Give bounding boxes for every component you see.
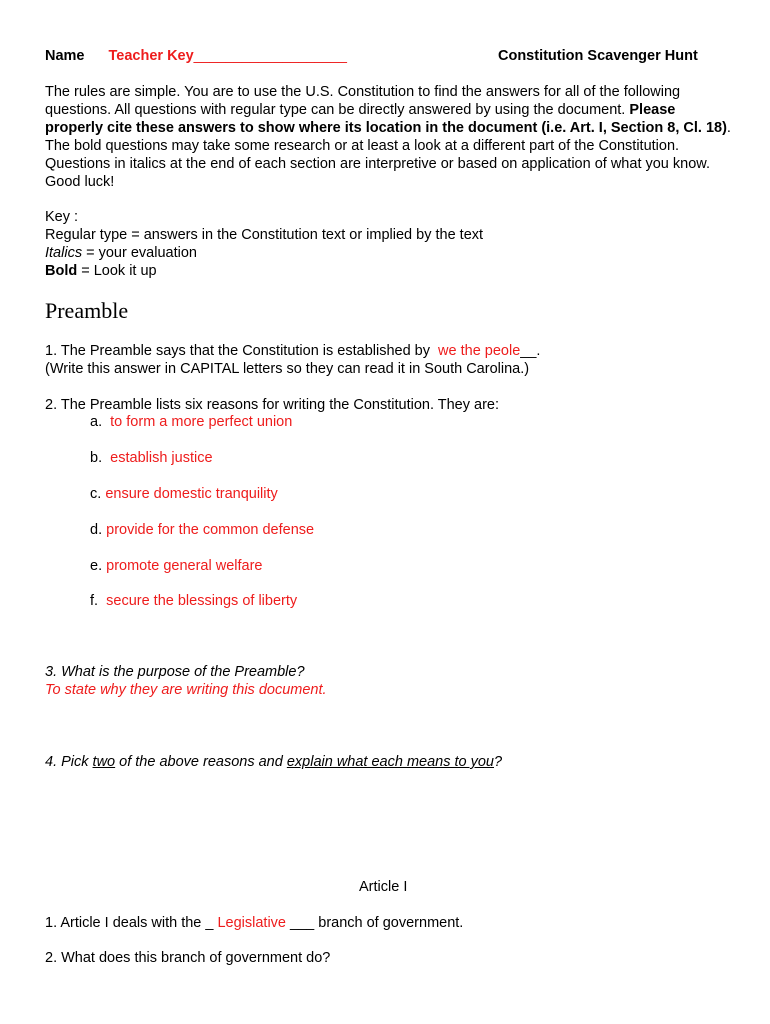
- name-value: Teacher Key: [108, 48, 194, 64]
- reason-letter: c.: [90, 486, 102, 502]
- article-1-q1-answer: Legislative: [217, 915, 286, 931]
- reason-item: [90, 592, 297, 610]
- preamble-question-4: [45, 753, 502, 771]
- intro-paragraph: [45, 83, 735, 191]
- article-1-question-1: [45, 914, 463, 932]
- preamble-q1-end: __.: [520, 343, 541, 359]
- preamble-question-1: [45, 342, 540, 360]
- key-bold-word: Bold: [45, 263, 78, 279]
- preamble-q1-text: 1. The Preamble says that the Constitution is established by: [45, 343, 435, 359]
- preamble-q4-part2: of the above reasons and: [115, 754, 287, 770]
- key-italics: [45, 244, 197, 262]
- article-1-q1-text: 1. Article I deals with the _: [45, 915, 218, 931]
- key-italics-desc: = your evaluation: [82, 245, 197, 261]
- preamble-q1-note: (Write this answer in CAPITAL letters so they can read it in South Carolina.): [45, 361, 530, 377]
- reason-item: [90, 521, 314, 539]
- reason-answer: establish justice: [110, 450, 213, 466]
- intro-bold-instruction: Please properly cite these answers to show where its location in the document (i.e. Art. I, Section 8, Cl. 18): [45, 102, 727, 136]
- name-label: Name: [45, 48, 85, 64]
- article-1-heading: Article I: [359, 879, 408, 895]
- key-title: Key :: [45, 209, 79, 225]
- preamble-q4-part1: 4. Pick: [45, 754, 93, 770]
- reason-item: [90, 449, 213, 467]
- preamble-q3-answer: To state why they are writing this document.: [45, 682, 327, 698]
- reason-letter: f.: [90, 593, 99, 609]
- article-1-q1-end: ___ branch of government.: [286, 915, 464, 931]
- name-blank: ___________________: [193, 48, 347, 64]
- key-bold-desc: = Look it up: [77, 263, 157, 279]
- reason-answer: promote general welfare: [106, 558, 263, 574]
- reason-item: [90, 557, 263, 575]
- intro-text-1: The rules are simple. You are to use the U.S. Constitution to find the answers for all of the following questions. All questions with regular type can be directly answered by using the document.: [45, 84, 681, 118]
- name-line: [45, 47, 347, 65]
- document-title: Constitution Scavenger Hunt: [498, 48, 698, 64]
- reason-letter: b.: [90, 450, 103, 466]
- preamble-heading: Preamble: [45, 298, 129, 323]
- preamble-q4-end: ?: [494, 754, 503, 770]
- reason-answer: secure the blessings of liberty: [106, 593, 298, 609]
- reason-answer: provide for the common defense: [106, 522, 315, 538]
- preamble-question-2: 2. The Preamble lists six reasons for writing the Constitution. They are:: [45, 397, 500, 413]
- reason-item: [90, 413, 292, 431]
- reason-item: [90, 485, 278, 503]
- reason-letter: d.: [90, 522, 103, 538]
- article-1-question-2: 2. What does this branch of government do?: [45, 950, 331, 966]
- reason-answer: to form a more perfect union: [110, 414, 293, 430]
- preamble-question-3: 3. What is the purpose of the Preamble?: [45, 664, 305, 680]
- key-regular: Regular type = answers in the Constitution text or implied by the text: [45, 227, 484, 243]
- reason-letter: e.: [90, 558, 103, 574]
- reason-answer: ensure domestic tranquility: [105, 486, 278, 502]
- preamble-q1-answer: we the peole: [438, 343, 521, 359]
- key-bold: [45, 262, 157, 280]
- reason-letter: a.: [90, 414, 103, 430]
- preamble-q4-two: two: [92, 754, 116, 770]
- key-italics-word: Italics: [45, 245, 83, 261]
- intro-text-2: . The bold questions may take some research or at least a look at a different part of the Constitution. Questions in italics at the end of each section are interpretive or based on application of what you know. Good luck!: [45, 120, 731, 190]
- preamble-q4-explain: explain what each means to you: [286, 754, 494, 770]
